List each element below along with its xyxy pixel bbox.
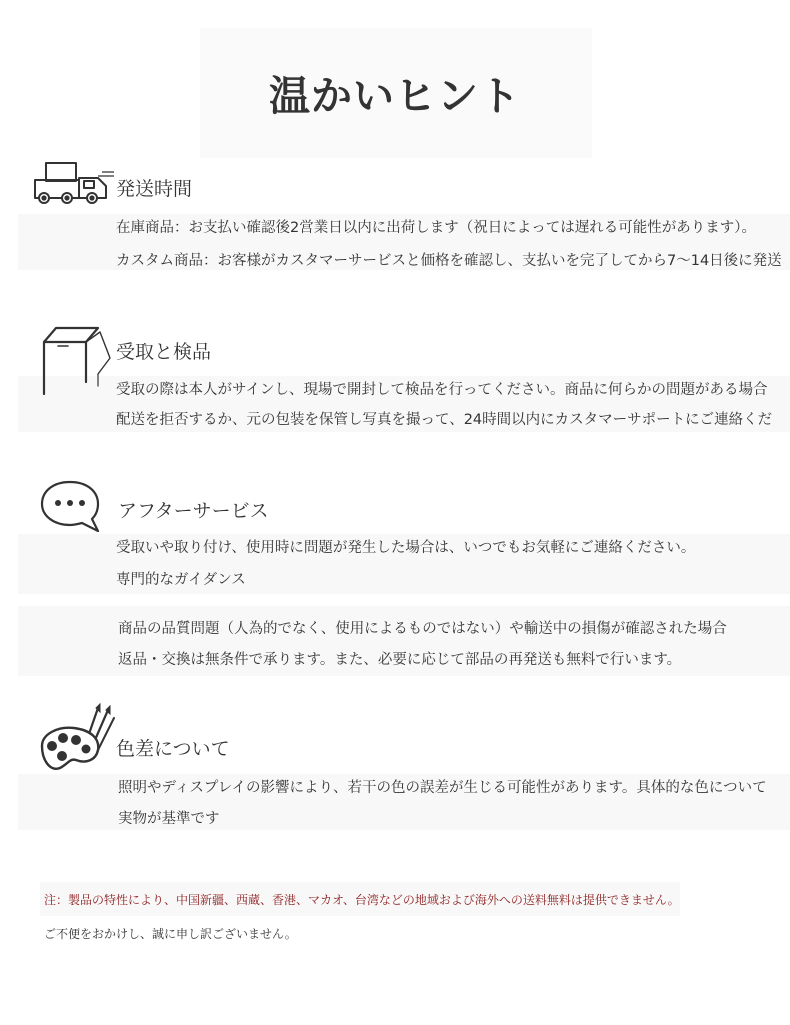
section-heading-receiving: 受取と検品 <box>116 341 212 363</box>
after-service-line-2: 専門的なガイダンス <box>116 572 246 588</box>
shipping-restriction-note: 注：製品の特性により、中国新疆、西蔵、香港、マカオ、台湾などの地域および海外への送料無料は提供できません。 <box>44 893 680 907</box>
paint-palette-icon <box>38 702 118 776</box>
after-service-line-3: 商品の品質問題（人為的でなく、使用によるものではない）や輸送中の損傷が確認された場合 <box>118 621 727 637</box>
after-service-line-1: 受取いや取り付け、使用時に問題が発生した場合は、いつでもお気軽にご連絡ください。 <box>116 540 696 556</box>
color-difference-line-1: 照明やディスプレイの影響により、若干の色の誤差が生じる可能性があります。具体的な色について <box>118 780 767 796</box>
page-title: 温かいヒント <box>269 72 521 120</box>
delivery-truck-icon <box>32 160 120 210</box>
chat-bubble-icon <box>38 478 104 536</box>
section-heading-after-service: アフターサービス <box>118 500 269 522</box>
shipping-line-stock: 在庫商品：お支払い確認後2営業日以内に出荷します（祝日によっては遅れる可能性があります）。 <box>116 220 756 236</box>
package-box-icon <box>40 324 114 396</box>
after-service-line-4: 返品・交換は無条件で承ります。また、必要に応じて部品の再発送も無料で行います。 <box>118 652 682 668</box>
receiving-line-1: 受取の際は本人がサインし、現場で開封して検品を行ってください。商品に何らかの問題がある場合 <box>116 382 768 398</box>
section-heading-shipping: 発送時間 <box>116 178 193 200</box>
color-difference-line-2: 実物が基準です <box>118 811 220 827</box>
receiving-line-2: 配送を拒否するか、元の包装を保管し写真を撮って、24時間以内にカスタマーサポートにご連絡くだ <box>116 412 773 428</box>
shipping-line-custom: カスタム商品：お客様がカスタマーサービスと価格を確認し、支払いを完了してから7〜14日後に発送 <box>116 253 782 269</box>
section-heading-color-difference: 色差について <box>116 738 230 760</box>
apology-note: ご不便をおかけし、誠に申し訳ございません。 <box>44 927 297 941</box>
